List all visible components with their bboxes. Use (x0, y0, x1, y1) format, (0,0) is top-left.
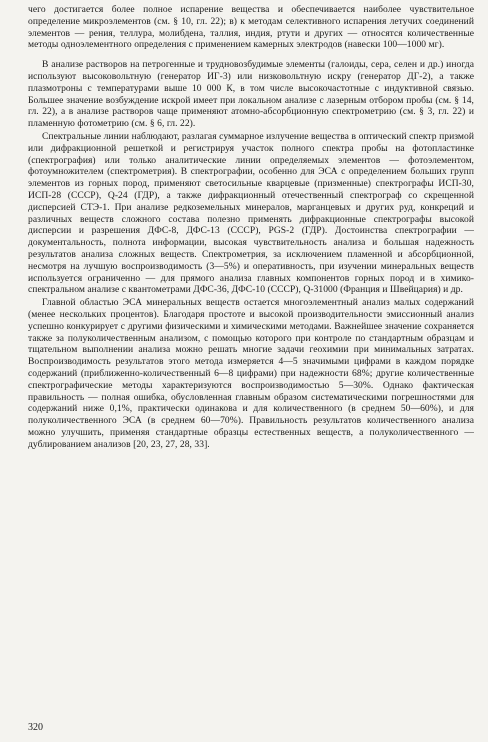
paragraph-esa-main-area: Главной областью ЭСА минеральных веществ остается многоэлементный анализ малых содержаний (менее нескольких процентов). Благодаря простоте и высокой производительности эмиссионный анализ успешно конкурирует с другими физическими и химическими методами. Важнейшее значение сохраняется также за полуколичественным анализом, с помощью которого при контроле по стандартным образцам и тщательном выполнении анализа можно решать многие задачи геохимии при минимальных затратах. Воспроизводимость результатов этого метода измеряется 4—5 значимыми цифрами в каждом порядке содержаний (приближенно-количественный 6—8 цифрами) при надежности 68%; другие количественные спектрографические методы характеризуются воспроизводимостью 5—30%. Однако фактическая правильность — полная ошибка, обусловленная главным образом систематическими погрешностями для содержаний ниже 0,1%, практически одинакова и для количественного (в среднем 50—60%), и для полуколичественного ЭСА (в среднем 60—70%). Правильность результатов количественного анализа можно улучшить, применяя стандартные образцы естественных веществ, а полуколичественного — дублированием анализов [20, 23, 27, 28, 33]. (28, 297, 474, 450)
page-number: 320 (28, 722, 43, 733)
paragraph-spectral-lines: Спектральные линии наблюдают, разлагая суммарное излучение вещества в оптический спектр призмой или дифракционной решеткой и регистрируя участок полного спектра пробы на фотопластинке (спектрография) или только аналитические линии определяемых элементов — фотоэлементом, фотоумножителем (спектрометрия). В спектрографии, особенно для ЭСА с определением больших групп элементов из горных пород, применяют светосильные кварцевые (призменные) спектрографы ИСП-30, ИСП-28 (СССР), Q-24 (ГДР), а также дифракционный отечественный спектрограф со скрещенной дисперсией СТЭ-1. При анализе редкоземельных минералов, марганцевых и других руд, конкреций и различных веществ сложного состава полезно применять дифракционные спектрографы высокой дисперсии и разрешения ДФС-8, ДФС-13 (СССР), PGS-2 (ГДР). Достоинства спектрографии — документальность, полнота информации, высокая чувствительность анализа и большая надежность результатов анализа сложных веществ. Спектрометрия, за исключением пламенной и абсорбционной, несмотря на лучшую воспроизводимость (3—5%) и оперативность, при изучении минеральных веществ используется ограниченно — для прямого анализа главных компонентов горных пород и в химико-спектральном анализе с квантометрами ДФС-36, ДФС-10 (СССР), Q-31000 (Франция и Швейцария) и др. (28, 130, 474, 296)
paragraph-continuation: чего достигается более полное испарение вещества и обеспечивается наиболее чувствительное определение микроэлементов (см. § 10, гл. 22); в) к методам селективного испарения летучих соединений элементов — рения, теллура, молибдена, таллия, индия, ртути и других — относятся количественные методы одноэлементного определения с применением камерных электродов (навески 100—1000 мг). (28, 4, 474, 51)
paragraph-solution-analysis: В анализе растворов на петрогенные и трудновозбудимые элементы (галоиды, сера, селен и др.) иногда используют высоковольтную (генератор ИГ-3) или низковольтную искру (генератор ДГ-2), а также плазмотроны с температурами выше 10 000 К, в том числе высокочастотные с индуктивной связью. Большее значение возбуждение искрой имеет при локальном анализе с лазерным отбором пробы (см. § 14, гл. 22), а в анализе растворов чаще применяют атомно-абсорбционную спектрометрию (см. § 3, гл. 22) и пламенную фотометрию (см. § 6, гл. 22). (28, 59, 474, 130)
